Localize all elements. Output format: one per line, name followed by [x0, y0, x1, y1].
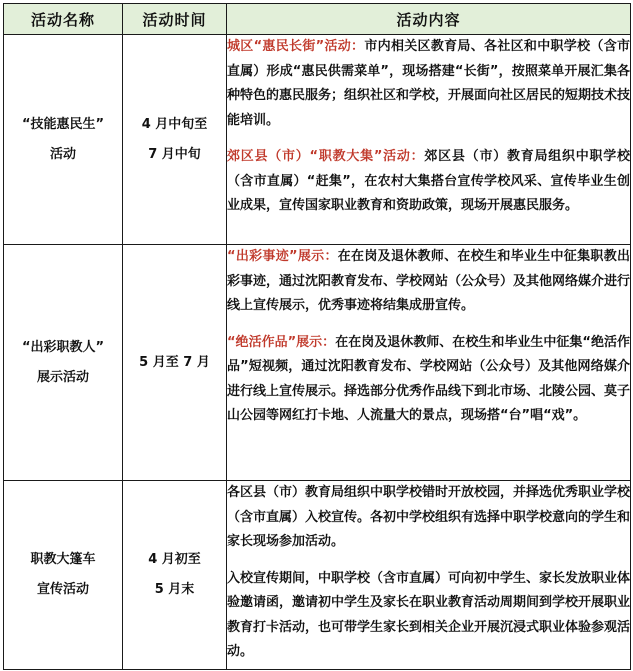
content-body: 各区县（市）教育局组织中职学校错时开放校园，并择选优秀职业学校（含市直属）入校宣传。各初中学校组织有选择中职学校意向的学生和家长现场参加活动。	[227, 485, 631, 549]
activity-time-line: 4 月中旬至	[141, 116, 208, 132]
table-header-row	[4, 4, 631, 35]
activity-name-line: 活动	[49, 146, 76, 162]
content-body: 在在岗及退休教师、在校生和毕业生中征集“绝活作品”短视频，通过沈阳教育发布、学校网站（公众号）及其他网络媒介进行线上宣传展示。择选部分优秀作品线下到北市场、北陵公园、莫子山公园等网红打卡地、人流量大的景点，现场搭“台”唱“戏”。	[227, 334, 631, 423]
table-row	[4, 245, 631, 481]
activity-name-line: “技能惠民生”	[21, 116, 105, 132]
activity-content-cell	[227, 245, 631, 481]
activity-name-cell	[4, 35, 123, 245]
content-body: 在在岗及退休教师、在校生和毕业生中征集职教出彩事迹，通过沈阳教育发布、学校网站（公众号）及其他网络媒介进行线上宣传展示，优秀事迹将结集成册宣传。	[227, 249, 631, 313]
header-activity-content: 活动内容	[227, 4, 631, 35]
activity-time-cell	[123, 481, 227, 670]
content-body: 入校宣传期间，中职学校（含市直属）可向初中学生、家长发放职业体验邀请函，邀请初中学生及家长在职业教育活动周期间到学校开展职业教育打卡活动，也可带学生家长到相关企业开展沉浸式职业体验参观活动。	[227, 570, 631, 659]
content-paragraph	[227, 481, 630, 555]
activity-time-line: 7 月中旬	[148, 146, 201, 162]
activity-name-cell	[4, 245, 123, 481]
table-row	[4, 481, 631, 670]
activity-name-line: 宣传活动	[36, 582, 89, 597]
activity-time-cell	[123, 35, 227, 245]
content-highlight: “出彩事迹”展示：	[227, 249, 338, 264]
content-paragraph	[227, 145, 630, 219]
content-paragraph	[227, 567, 630, 665]
activity-name-line: 职教大篷车	[30, 552, 96, 567]
header-activity-time: 活动时间	[123, 4, 227, 35]
content-paragraph	[227, 35, 630, 133]
activity-name-line: “出彩职教人”	[21, 339, 105, 355]
content-highlight: “绝活作品”展示：	[227, 334, 336, 350]
activity-content-cell	[227, 481, 631, 670]
content-paragraph	[227, 245, 630, 319]
content-body: 郊区县（市）教育局组织中职学校（含市直属）“赶集”，在农村大集搭台宣传学校风采、宣传毕业生创业成果，宣传国家职业教育和资助政策，现场开展惠民服务。	[227, 149, 630, 213]
content-body: 市内相关区教育局、各社区和中职学校（含市直属）形成“惠民供需菜单”，现场搭建“长街”，按照菜单开展汇集各种特色的惠民服务；组织社区和学校，开展面向社区居民的短期技术技能培训。	[227, 39, 631, 128]
table-row	[4, 35, 631, 245]
content-paragraph	[227, 331, 630, 429]
activity-schedule-table	[3, 3, 631, 670]
activity-name-line: 展示活动	[36, 369, 89, 385]
activity-content-cell	[227, 35, 631, 245]
content-highlight: 郊区县（市）“职教大集”活动：	[227, 149, 425, 164]
content-highlight: 城区“惠民长街”活动：	[227, 39, 365, 54]
activity-time-line: 5 月至 7 月	[139, 354, 210, 370]
activity-time-line: 4 月初至	[148, 552, 201, 567]
activity-time-cell	[123, 245, 227, 481]
header-activity-name: 活动名称	[4, 4, 123, 35]
activity-name-cell	[4, 481, 123, 670]
activity-time-line: 5 月末	[154, 582, 195, 597]
